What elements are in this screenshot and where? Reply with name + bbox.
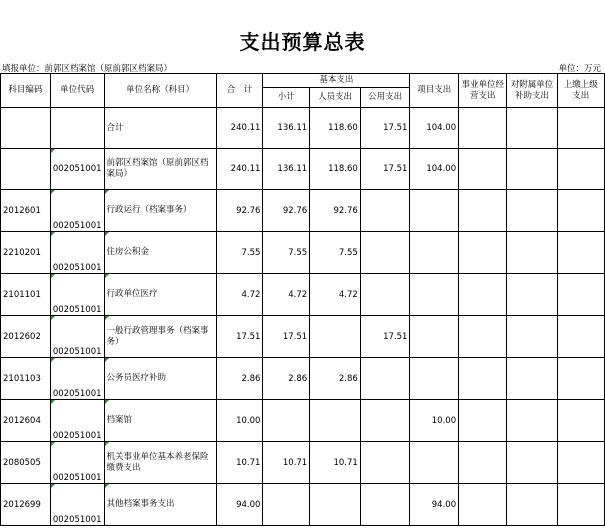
cell-upper (557, 442, 604, 484)
cell-upper (557, 149, 604, 190)
header-personnel: 人员支出 (310, 88, 361, 108)
reporting-unit: 填报单位：前郭区档案馆（原前郭区档案局） (2, 64, 173, 74)
cell-subject-code (1, 149, 51, 190)
header-public: 公用支出 (360, 88, 410, 108)
cell-upper (557, 232, 604, 274)
cell-upper (557, 316, 604, 358)
table-row (1, 232, 605, 274)
cell-subtotal: 136.11 (263, 108, 310, 149)
cell-total: 92.76 (216, 190, 263, 232)
cell-subtotal (263, 484, 310, 526)
cell-subject-code: 2210201 (1, 232, 51, 274)
header-total: 合 计 (216, 74, 263, 108)
cell-project: 94.00 (410, 484, 459, 526)
header-subject-code: 科目编码 (1, 74, 51, 108)
cell-subsidy (507, 232, 557, 274)
cell-subtotal: 10.71 (263, 442, 310, 484)
cell-project (410, 442, 459, 484)
cell-subject-code: 2012699 (1, 484, 51, 526)
cell-org-code: 002051001 (50, 316, 104, 358)
cell-project (410, 274, 459, 316)
cell-org-code: 002051001 (50, 442, 104, 484)
cell-public (360, 484, 410, 526)
cell-personnel: 118.60 (310, 149, 361, 190)
cell-subsidy (507, 316, 557, 358)
cell-subject-code: 2012604 (1, 400, 51, 442)
header-project: 项目支出 (410, 74, 459, 108)
cell-total: 240.11 (216, 149, 263, 190)
report-title: 支出预算总表 (239, 30, 366, 54)
cell-name: 合计 (104, 108, 216, 149)
cell-upper (557, 358, 604, 400)
cell-org-code: 002051001 (50, 149, 104, 190)
cell-subtotal: 7.55 (263, 232, 310, 274)
cell-subsidy (507, 358, 557, 400)
cell-org-code: 002051001 (50, 274, 104, 316)
cell-name: 档案馆 (104, 400, 216, 442)
cell-personnel (310, 400, 361, 442)
budget-table (0, 73, 605, 526)
cell-public: 17.51 (360, 316, 410, 358)
cell-subtotal: 92.76 (263, 190, 310, 232)
table-row (1, 442, 605, 484)
cell-org-code: 002051001 (50, 232, 104, 274)
cell-project (410, 232, 459, 274)
cell-subject-code: 2012602 (1, 316, 51, 358)
cell-name: 前郭区档案馆（原前郭区档案局） (104, 149, 216, 190)
cell-biz-operating (459, 442, 507, 484)
cell-personnel: 4.72 (310, 274, 361, 316)
header-subsidy: 对附属单位补助支出 (507, 74, 557, 108)
cell-project (410, 316, 459, 358)
cell-public (360, 358, 410, 400)
cell-personnel: 7.55 (310, 232, 361, 274)
cell-upper (557, 108, 604, 149)
cell-subject-code: 2012601 (1, 190, 51, 232)
cell-biz-operating (459, 400, 507, 442)
cell-public (360, 442, 410, 484)
cell-subsidy (507, 108, 557, 149)
table-row-total (1, 108, 605, 149)
cell-public (360, 190, 410, 232)
cell-personnel: 118.60 (310, 108, 361, 149)
cell-name: 公务员医疗补助 (104, 358, 216, 400)
table-row (1, 358, 605, 400)
cell-org-code: 002051001 (50, 400, 104, 442)
table-row (1, 190, 605, 232)
cell-name: 住房公积金 (104, 232, 216, 274)
cell-total: 7.55 (216, 232, 263, 274)
header-subtotal: 小计 (263, 88, 310, 108)
currency-unit: 单位：万元 (558, 64, 601, 74)
cell-biz-operating (459, 316, 507, 358)
cell-public (360, 232, 410, 274)
cell-subsidy (507, 274, 557, 316)
cell-name: 一般行政管理事务（档案事务） (104, 316, 216, 358)
cell-personnel (310, 484, 361, 526)
cell-public: 17.51 (360, 149, 410, 190)
header-name: 单位名称（科目） (104, 74, 216, 108)
cell-public (360, 274, 410, 316)
cell-project (410, 358, 459, 400)
header-org-code: 单位代码 (50, 74, 104, 108)
cell-personnel (310, 316, 361, 358)
cell-subsidy (507, 400, 557, 442)
cell-biz-operating (459, 358, 507, 400)
cell-org-code: 002051001 (50, 484, 104, 526)
cell-project: 10.00 (410, 400, 459, 442)
cell-biz-operating (459, 274, 507, 316)
cell-project: 104.00 (410, 149, 459, 190)
cell-upper (557, 274, 604, 316)
cell-subtotal: 4.72 (263, 274, 310, 316)
cell-biz-operating (459, 484, 507, 526)
cell-subsidy (507, 149, 557, 190)
cell-personnel: 10.71 (310, 442, 361, 484)
cell-subject-code: 2101101 (1, 274, 51, 316)
cell-upper (557, 484, 604, 526)
cell-personnel: 2.86 (310, 358, 361, 400)
cell-total: 2.86 (216, 358, 263, 400)
cell-subsidy (507, 190, 557, 232)
cell-org-code (50, 108, 104, 149)
cell-public (360, 400, 410, 442)
header-upper: 上缴上级支出 (557, 74, 604, 108)
header-biz-operating: 事业单位经营支出 (459, 74, 507, 108)
cell-name: 机关事业单位基本养老保险缴费支出 (104, 442, 216, 484)
cell-total: 94.00 (216, 484, 263, 526)
cell-biz-operating (459, 108, 507, 149)
table-row (1, 316, 605, 358)
cell-name: 行政运行（档案事务） (104, 190, 216, 232)
cell-total: 4.72 (216, 274, 263, 316)
cell-upper (557, 400, 604, 442)
cell-project (410, 190, 459, 232)
table-row (1, 484, 605, 526)
cell-biz-operating (459, 190, 507, 232)
cell-project: 104.00 (410, 108, 459, 149)
cell-subtotal: 2.86 (263, 358, 310, 400)
cell-org-code: 002051001 (50, 190, 104, 232)
cell-total: 17.51 (216, 316, 263, 358)
header-basic: 基本支出 (263, 74, 410, 88)
cell-subsidy (507, 484, 557, 526)
table-row (1, 149, 605, 190)
cell-total: 240.11 (216, 108, 263, 149)
cell-total: 10.00 (216, 400, 263, 442)
cell-public: 17.51 (360, 108, 410, 149)
cell-total: 10.71 (216, 442, 263, 484)
table-row (1, 400, 605, 442)
cell-upper (557, 190, 604, 232)
cell-subtotal: 17.51 (263, 316, 310, 358)
cell-subject-code (1, 108, 51, 149)
cell-subtotal (263, 400, 310, 442)
table-row (1, 274, 605, 316)
cell-name: 其他档案事务支出 (104, 484, 216, 526)
cell-personnel: 92.76 (310, 190, 361, 232)
cell-subject-code: 2080505 (1, 442, 51, 484)
cell-biz-operating (459, 232, 507, 274)
cell-subject-code: 2101103 (1, 358, 51, 400)
cell-name: 行政单位医疗 (104, 274, 216, 316)
cell-subsidy (507, 442, 557, 484)
cell-biz-operating (459, 149, 507, 190)
cell-subtotal: 136.11 (263, 149, 310, 190)
cell-org-code: 002051001 (50, 358, 104, 400)
